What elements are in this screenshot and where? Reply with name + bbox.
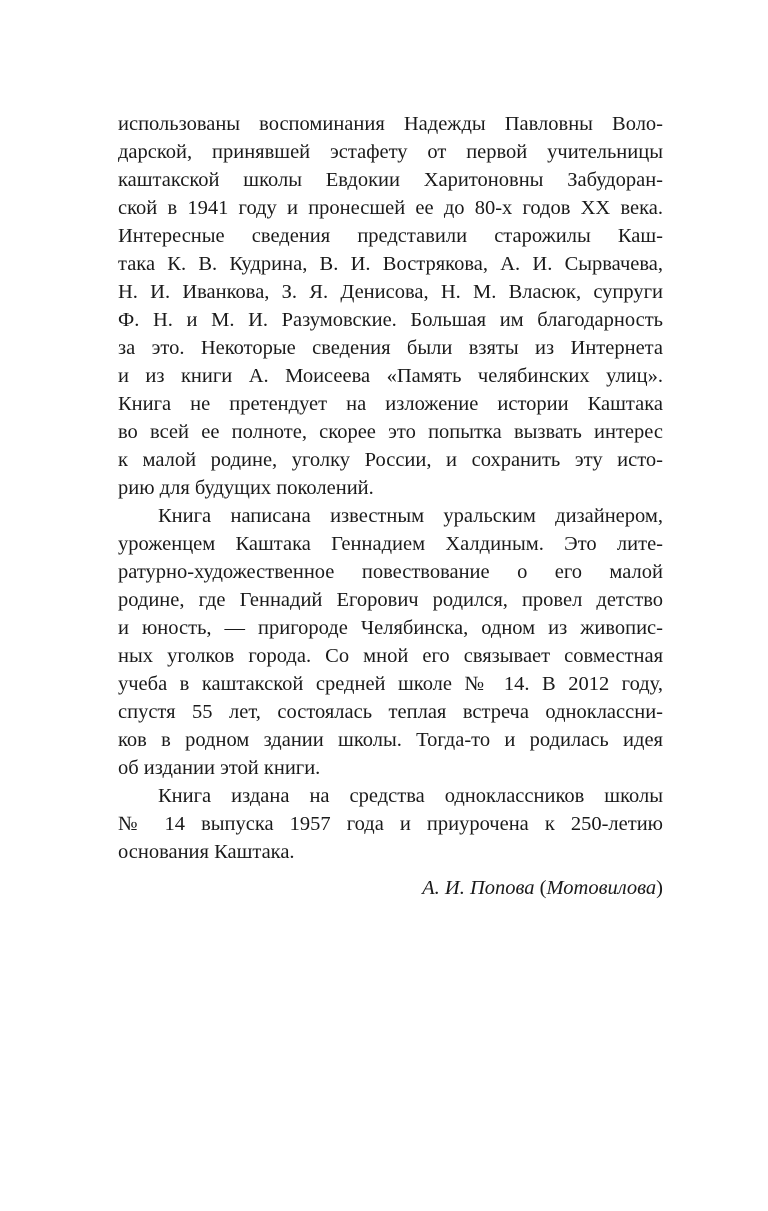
document-page — [118, 110, 663, 902]
text-line: и юность, — пригороде Челябинска, одном из живопис- — [118, 617, 663, 639]
text-line: Книга издана на средства одноклассников школы — [158, 785, 663, 807]
text-line: Интересные сведения представили старожилы Каш- — [118, 225, 663, 247]
text-line: основания Каштака. — [118, 841, 295, 863]
text-line: Ф. Н. и М. И. Разумовские. Большая им благодарность — [118, 309, 663, 331]
author-signature — [118, 874, 663, 902]
text-line: и из книги А. Моисеева «Память челябинских улиц». — [118, 365, 663, 387]
text-line: рию для будущих поколений. — [118, 477, 374, 499]
body-text — [118, 110, 663, 866]
text-line: Книга написана известным уральским дизайнером, — [158, 505, 663, 527]
text-line: об издании этой книги. — [118, 757, 321, 779]
text-line: использованы воспоминания Надежды Павловны Воло- — [118, 113, 663, 135]
text-line: ратурно-художественное повествование о его малой — [118, 561, 663, 583]
text-line: ков в родном здании школы. Тогда-то и родилась идея — [118, 729, 663, 751]
paragraph — [118, 502, 663, 782]
text-line: уроженцем Каштака Геннадием Халдиным. Это лите- — [118, 533, 663, 555]
text-line: Н. И. Иванкова, З. Я. Денисова, Н. М. Власюк, супруги — [118, 281, 663, 303]
text-line: дарской, принявшей эстафету от первой учительницы — [118, 141, 663, 163]
text-line: спустя 55 лет, состоялась теплая встреча одноклассни- — [118, 701, 663, 723]
text-line: № 14 выпуска 1957 года и приурочена к 250-летию — [118, 813, 663, 835]
text-line: родине, где Геннадий Егорович родился, провел детство — [118, 589, 663, 611]
signature-close-paren: ) — [656, 877, 663, 899]
text-line: ской в 1941 году и пронесшей ее до 80-х годов XX века. — [118, 197, 663, 219]
text-line: така К. В. Кудрина, В. И. Вострякова, А. И. Сырвачева, — [118, 253, 663, 275]
author-name: А. И. Попова — [422, 877, 535, 899]
text-line: к малой родине, уголку России, и сохранить эту исто- — [118, 449, 663, 471]
text-line: за это. Некоторые сведения были взяты из Интернета — [118, 337, 663, 359]
text-line: каштакской школы Евдокии Харитоновны Забудоран- — [118, 169, 663, 191]
author-maiden-name: Мотовилова — [546, 877, 657, 899]
text-line: во всей ее полноте, скорее это попытка вызвать интерес — [118, 421, 663, 443]
text-line: Книга не претендует на изложение истории Каштака — [118, 393, 663, 415]
text-line: ных уголков города. Со мной его связывает совместная — [118, 645, 663, 667]
signature-open-paren: ( — [534, 877, 547, 899]
paragraph — [118, 782, 663, 866]
paragraph — [118, 110, 663, 502]
text-line: учеба в каштакской средней школе № 14. В 2012 году, — [118, 673, 663, 695]
